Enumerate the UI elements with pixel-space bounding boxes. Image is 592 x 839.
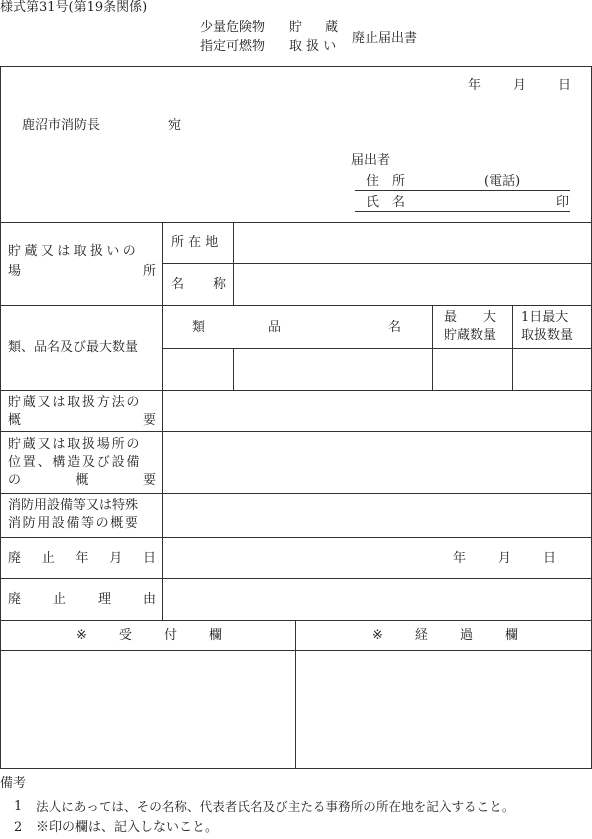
form-title: 廃止届出書 bbox=[352, 31, 418, 46]
items-label: 類、品名及び最大数量 bbox=[8, 340, 139, 355]
max-storage-line2: 貯蔵数量 bbox=[444, 328, 497, 343]
location-label-place-2: 所 bbox=[142, 264, 156, 279]
location-label-place-1: 場 bbox=[8, 264, 22, 279]
method-label-line2: 概 要 bbox=[8, 413, 156, 428]
location-address-label: 所 在 地 bbox=[171, 235, 219, 250]
facility-label-line2: 位置、構造及び設備 bbox=[8, 455, 142, 470]
abolition-date-day: 日 bbox=[543, 551, 557, 566]
date-day: 日 bbox=[558, 78, 572, 93]
abolition-date-month: 月 bbox=[498, 551, 512, 566]
addressee-name: 鹿沼市消防長 bbox=[22, 118, 101, 133]
max-storage-line1: 最 大 bbox=[444, 310, 497, 325]
abolition-reason-label: 廃 止 理 由 bbox=[8, 592, 156, 607]
daily-max-line1: 1日最大 bbox=[521, 310, 569, 325]
title-line1-left: 少量危険物 bbox=[200, 20, 266, 35]
reception-label: ※ 受 付 欄 bbox=[76, 628, 222, 643]
method-label-line1: 貯蔵又は取扱方法の bbox=[8, 395, 142, 410]
location-name-label: 名 称 bbox=[171, 277, 226, 292]
title-handling: 取 扱 い bbox=[289, 39, 337, 54]
location-label-line1: 貯蔵又は取扱いの bbox=[8, 244, 140, 259]
applicant-name-label: 氏 名 bbox=[366, 195, 406, 210]
date-month: 月 bbox=[513, 78, 527, 93]
abolition-date-year: 年 bbox=[453, 551, 467, 566]
applicant-label: 届出者 bbox=[351, 153, 391, 168]
note-2-num: 2 bbox=[14, 820, 23, 835]
daily-max-line2: 取扱数量 bbox=[521, 328, 574, 343]
name-underline bbox=[355, 211, 570, 212]
items-col-name-2: 名 bbox=[388, 320, 402, 335]
form-number: 様式第31号(第19条関係) bbox=[0, 0, 148, 15]
abolition-date-label: 廃 止 年 月 日 bbox=[8, 551, 156, 566]
addressee-suffix: 宛 bbox=[168, 118, 182, 133]
fire-equipment-line1: 消防用設備等又は特殊 bbox=[8, 498, 139, 513]
items-col-name-1: 品 bbox=[268, 320, 282, 335]
note-1-text: 法人にあっては、その名称、代表者氏名及び主たる事務所の所在地を記入すること。 bbox=[36, 799, 515, 814]
address-underline bbox=[355, 190, 570, 191]
date-year: 年 bbox=[468, 78, 482, 93]
title-store-2: 蔵 bbox=[325, 20, 339, 35]
applicant-phone-label: (電話) bbox=[484, 174, 521, 189]
facility-label-line3: の 概 要 bbox=[8, 473, 156, 488]
location-label-line2 bbox=[8, 264, 156, 280]
note-1-num: 1 bbox=[14, 799, 23, 814]
note-2-text: ※印の欄は、記入しないこと。 bbox=[36, 820, 219, 835]
fire-equipment-line2: 消防用設備等の概要 bbox=[8, 516, 140, 531]
facility-label-line1: 貯蔵又は取扱場所の bbox=[8, 437, 142, 452]
title-line2-left: 指定可燃物 bbox=[200, 39, 266, 54]
title-store-1: 貯 bbox=[289, 20, 303, 35]
applicant-seal: 印 bbox=[556, 195, 570, 210]
applicant-address-label: 住 所 bbox=[366, 174, 406, 189]
notes-heading: 備考 bbox=[0, 776, 27, 791]
items-col-class: 類 bbox=[192, 320, 206, 335]
progress-label: ※ 経 過 欄 bbox=[372, 628, 518, 643]
